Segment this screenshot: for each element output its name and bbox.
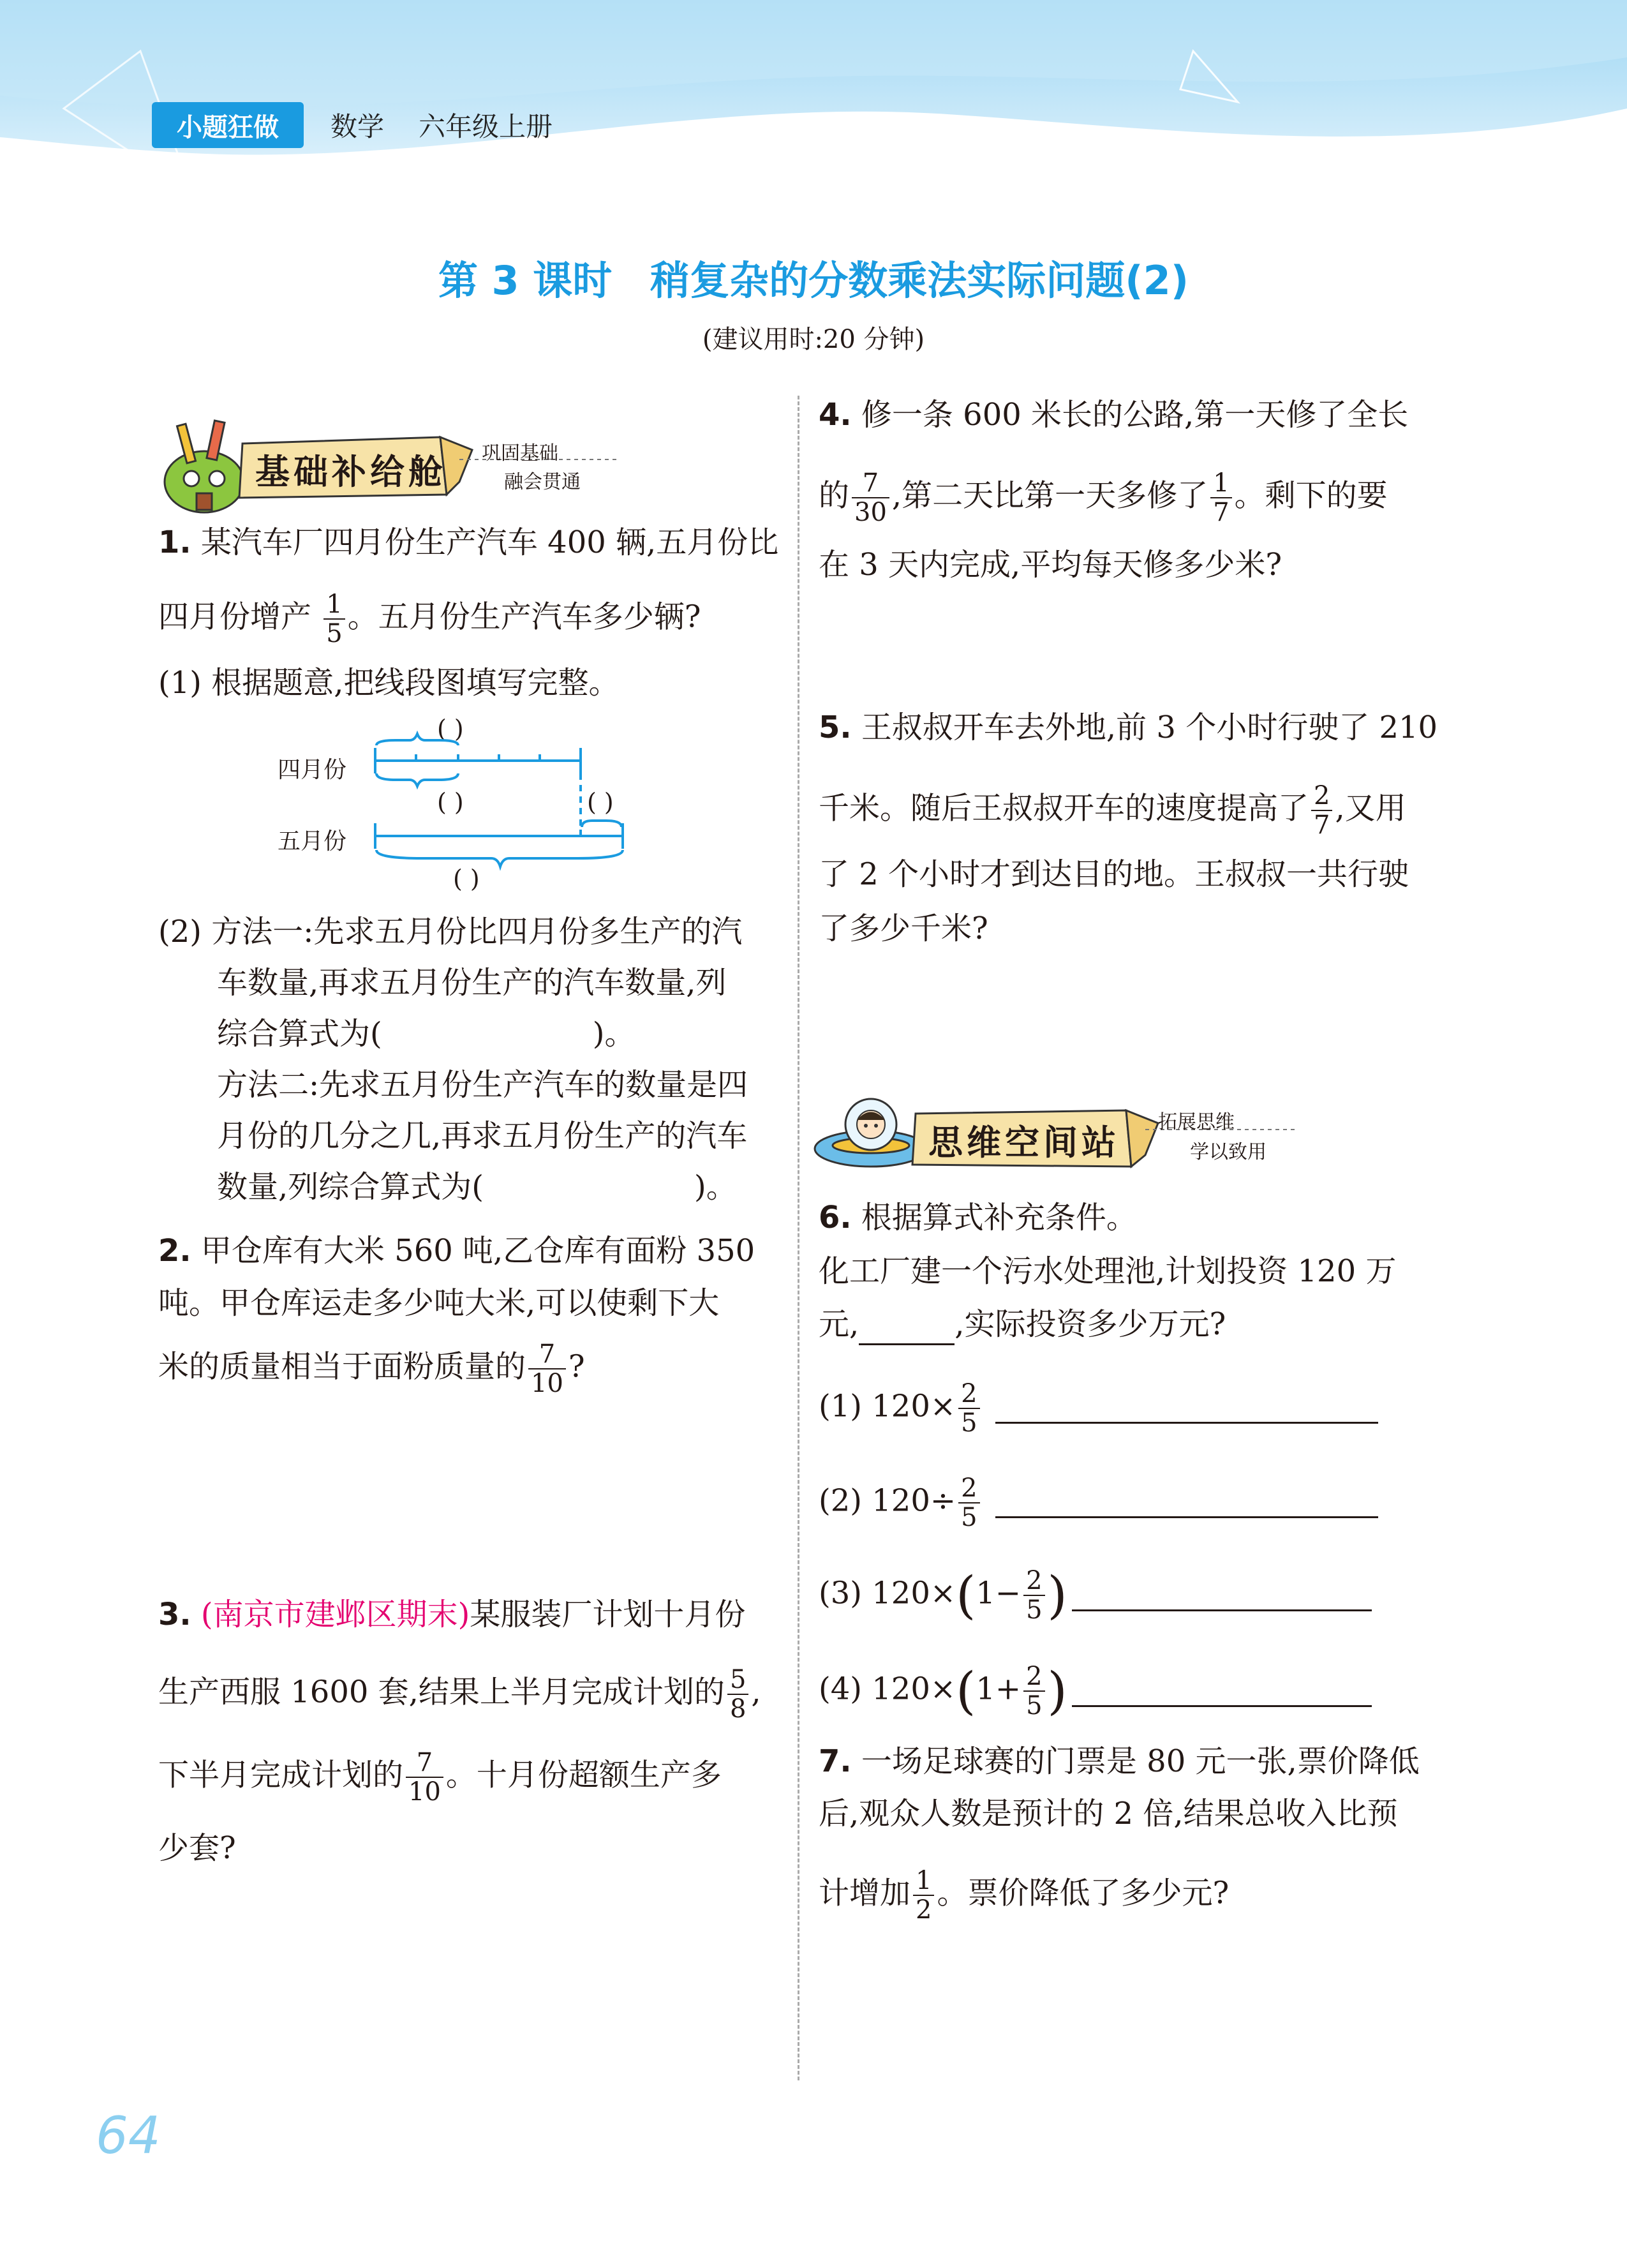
diagram-label-may: 五月份 <box>278 828 347 854</box>
q3-number: 3. <box>158 1597 191 1632</box>
section-sub2-basics: 融会贯通 <box>504 471 581 493</box>
q3-line4: 少套? <box>158 1830 236 1866</box>
q7-number: 7. <box>819 1743 852 1779</box>
q1-sub2-line5: 月份的几分之几,再求五月份生产的汽车 <box>217 1118 748 1154</box>
q1-fraction: $\frac{1}{5}$ <box>323 590 345 648</box>
q6-line3: 元, ,实际投资多少万元? <box>819 1305 1226 1345</box>
series-badge: 小题狂做 <box>152 102 304 148</box>
q1-sub2-line1: (2) 方法一:先求五月份比四月份多生产的汽 <box>158 914 743 950</box>
q1-sub2-line6: 数量,列综合算式为( )。 <box>217 1169 737 1205</box>
q5-fraction: $\frac{2}{7}$ <box>1311 782 1332 839</box>
q7-fraction: $\frac{1}{2}$ <box>913 1867 934 1924</box>
section-sub1-thinking: 拓展思维 <box>1158 1111 1235 1133</box>
q1-text-2b: 。五月份生产汽车多少辆? <box>347 599 701 635</box>
q6-condition-blank[interactable] <box>859 1305 955 1345</box>
diagram-paren-extra: ( ) <box>587 788 614 816</box>
q1-line1 <box>158 523 778 562</box>
q7-line3: 计增加 $\frac{1}{2}$ 。票价降低了多少元? <box>819 1866 1230 1925</box>
q3-source: (南京市建邺区期末) <box>200 1597 470 1632</box>
q6-line1: 6. 根据算式补充条件。 <box>819 1200 1137 1235</box>
q3-line3: 下半月完成计划的 $\frac{7}{10}$ 。十月份超额生产多 <box>158 1748 722 1807</box>
q6-answer-line-2[interactable] <box>995 1516 1378 1518</box>
q4-fraction-1: $\frac{7}{30}$ <box>852 469 889 526</box>
diagram-paren-top: ( ) <box>437 715 464 743</box>
q5-line1: 5. 王叔叔开车去外地,前 3 个小时行驶了 210 <box>819 710 1438 745</box>
q1-number: 1. <box>158 525 191 560</box>
q6-number: 6. <box>819 1200 852 1235</box>
q6-item-1: (1) 120× $\frac{2}{5}$ <box>819 1380 983 1437</box>
q6-answer-line-4[interactable] <box>1072 1705 1372 1707</box>
q5-line3: 了 2 个小时才到达目的地。王叔叔一共行驶 <box>819 856 1409 892</box>
section-banner-thinking <box>814 1085 1324 1181</box>
segment-diagram <box>268 708 689 900</box>
section-sub1-basics: 巩固基础 <box>482 442 558 465</box>
q3-line1: 3. (南京市建邺区期末)某服装厂计划十月份 <box>158 1597 746 1632</box>
q3-fraction-1: $\frac{5}{8}$ <box>727 1666 748 1723</box>
q6-answer-line-1[interactable] <box>995 1422 1378 1424</box>
q2-number: 2. <box>158 1233 191 1269</box>
q4-line2: 的 $\frac{7}{30}$ ,第二天比第一天多修了 $\frac{1}{7}$ 。剩下的要 <box>819 468 1388 527</box>
q2-line3: 米的质量相当于面粉质量的 $\frac{7}{10}$ ? <box>158 1339 585 1398</box>
q6-line2: 化工厂建一个污水处理池,计划投资 120 万 <box>819 1253 1397 1289</box>
diagram-label-april: 四月份 <box>278 757 347 783</box>
subject-label: 数学 <box>331 111 385 142</box>
grade-label: 六年级上册 <box>419 111 553 142</box>
q2-line1: 2. 甲仓库有大米 560 吨,乙仓库有面粉 350 <box>158 1233 755 1269</box>
q1-text-1: 某汽车厂四月份生产汽车 400 辆,五月份比 <box>200 525 779 560</box>
section-title-thinking: 思维空间站 <box>928 1122 1120 1163</box>
diagram-paren-mid: ( ) <box>437 788 464 816</box>
q5-line4: 了多少千米? <box>819 911 988 946</box>
q1-line2 <box>158 590 701 648</box>
q1-text-2a: 四月份增产 <box>158 599 312 635</box>
q6-item-4: (4) 120×(1+ $\frac{2}{5}$ ) <box>819 1661 1067 1720</box>
section-title-basics: 基础补给舱 <box>255 451 447 492</box>
q1-sub1: (1) 根据题意,把线段图填写完整。 <box>158 665 620 701</box>
lesson-title <box>0 249 1627 306</box>
q5-number: 5. <box>819 710 852 745</box>
q2-line2: 吨。甲仓库运走多少吨大米,可以使剩下大 <box>158 1285 720 1321</box>
q5-line2: 千米。随后王叔叔开车的速度提高了 $\frac{2}{7}$ ,又用 <box>819 781 1406 840</box>
section-banner-basics <box>160 418 644 514</box>
q7-line2: 后,观众人数是预计的 2 倍,结果总收入比预 <box>819 1796 1398 1832</box>
section-sub2-thinking: 学以致用 <box>1190 1141 1267 1163</box>
segment-lines <box>268 708 689 900</box>
lesson-number: 第 3 课时 <box>438 257 613 304</box>
lesson-topic: 稍复杂的分数乘法实际问题(2) <box>650 257 1189 304</box>
q6-answer-line-3[interactable] <box>1072 1609 1372 1611</box>
q6-item-2: (2) 120÷ $\frac{2}{5}$ <box>819 1474 983 1532</box>
q1-sub2-line4: 方法二:先求五月份生产汽车的数量是四 <box>217 1067 748 1103</box>
q3-line2: 生产西服 1600 套,结果上半月完成计划的 $\frac{5}{8}$ , <box>158 1665 761 1724</box>
q7-line1: 7. 一场足球赛的门票是 80 元一张,票价降低 <box>819 1743 1420 1779</box>
suggested-time: (建议用时:20 分钟) <box>702 325 925 354</box>
q4-line3: 在 3 天内完成,平均每天修多少米? <box>819 547 1282 583</box>
q4-line1: 4. 修一条 600 米长的公路,第一天修了全长 <box>819 397 1409 433</box>
q2-fraction: $\frac{7}{10}$ <box>528 1340 566 1398</box>
q1-sub2-line3: 综合算式为( )。 <box>217 1016 635 1052</box>
q6-item-3: (3) 120×(1− $\frac{2}{5}$ ) <box>819 1565 1067 1625</box>
column-divider <box>798 396 799 2080</box>
page-number: 64 <box>96 2106 161 2165</box>
q4-fraction-2: $\frac{1}{7}$ <box>1210 469 1231 526</box>
q4-number: 4. <box>819 397 852 433</box>
q1-sub2-line2: 车数量,再求五月份生产的汽车数量,列 <box>217 965 727 1001</box>
q3-fraction-2: $\frac{7}{10}$ <box>406 1749 443 1806</box>
diagram-paren-bottom: ( ) <box>453 865 480 893</box>
